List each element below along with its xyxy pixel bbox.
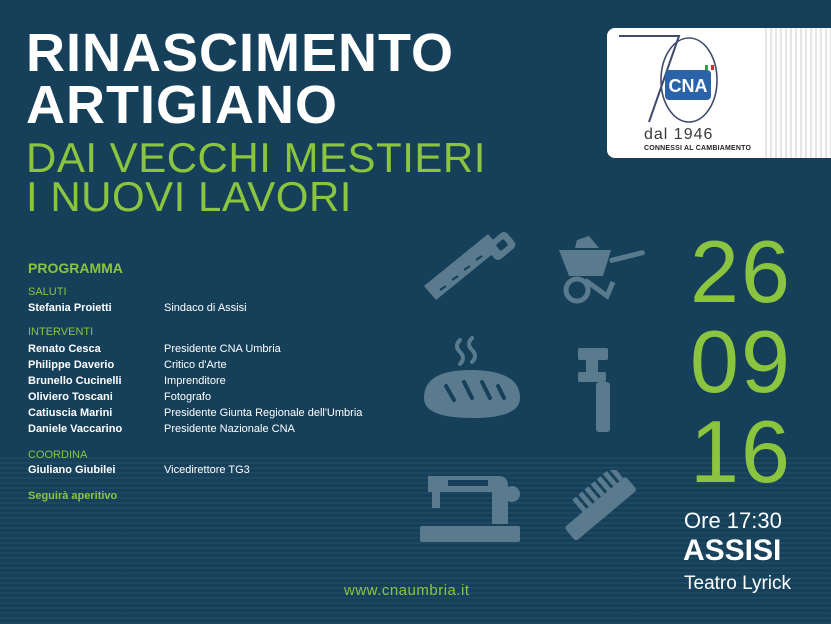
interventi-row [28, 359, 428, 375]
date-year: 16 [690, 402, 792, 501]
speaker-role: Vicedirettore TG3 [164, 464, 250, 476]
speaker-role: Presidente Giunta Regionale dell'Umbria [164, 407, 363, 419]
speaker-role: Critico d'Arte [164, 359, 227, 371]
event-city: ASSISI [683, 534, 782, 567]
speaker-name: Daniele Vaccarino [28, 423, 123, 435]
logo-since: dal 1946 [644, 126, 714, 143]
interventi-label: INTERVENTI [28, 326, 94, 338]
saluti-row [28, 302, 428, 318]
date-month: 09 [690, 312, 792, 411]
bread-icon [420, 336, 524, 422]
speaker-role: Imprenditore [164, 375, 226, 387]
logo-brand-text: CNA [668, 76, 708, 96]
speaker-role: Fotografo [164, 391, 212, 403]
title-line-2: ARTIGIANO [26, 75, 338, 135]
subtitle-line-2: I NUOVI LAVORI [26, 173, 352, 220]
website-link[interactable]: www.cnaumbria.it [344, 582, 470, 599]
speaker-name: Renato Cesca [28, 343, 101, 355]
subtitle-line-1: DAI VECCHI MESTIERI [26, 134, 486, 181]
interventi-row [28, 343, 428, 359]
logo-stripes [765, 28, 831, 158]
saw-icon [418, 228, 522, 308]
interventi-row [28, 391, 428, 407]
coordina-label: COORDINA [28, 449, 88, 461]
comb-icon [554, 470, 646, 546]
cna-70-logo-icon [607, 28, 767, 128]
speaker-role: Presidente Nazionale CNA [164, 423, 295, 435]
interventi-row [28, 423, 428, 439]
speaker-name: Stefania Proietti [28, 302, 112, 314]
wheelbarrow-icon [555, 234, 649, 306]
sewing-machine-icon [418, 470, 522, 546]
logo-tagline: CONNESSI AL CAMBIAMENTO [644, 145, 752, 152]
interventi-row [28, 375, 428, 391]
date-day: 26 [690, 222, 792, 321]
speaker-role: Presidente CNA Umbria [164, 343, 281, 355]
title-line-1: RINASCIMENTO [26, 23, 455, 83]
programma-heading: PROGRAMMA [28, 260, 123, 276]
pipe-wrench-icon [576, 346, 616, 434]
event-time: Ore 17:30 [684, 508, 782, 533]
saluti-label: SALUTI [28, 286, 67, 298]
aperitivo-note: Seguirà aperitivo [28, 490, 118, 502]
speaker-name: Brunello Cucinelli [28, 375, 122, 387]
speaker-name: Philippe Daverio [28, 359, 115, 371]
speaker-role: Sindaco di Assisi [164, 302, 247, 314]
cna-logo [607, 28, 831, 158]
speaker-name: Oliviero Toscani [28, 391, 113, 403]
interventi-row [28, 407, 428, 423]
speaker-name: Catiuscia Marini [28, 407, 113, 419]
coordina-row [28, 464, 428, 480]
speaker-name: Giuliano Giubilei [28, 464, 116, 476]
event-venue: Teatro Lyrick [684, 573, 791, 594]
